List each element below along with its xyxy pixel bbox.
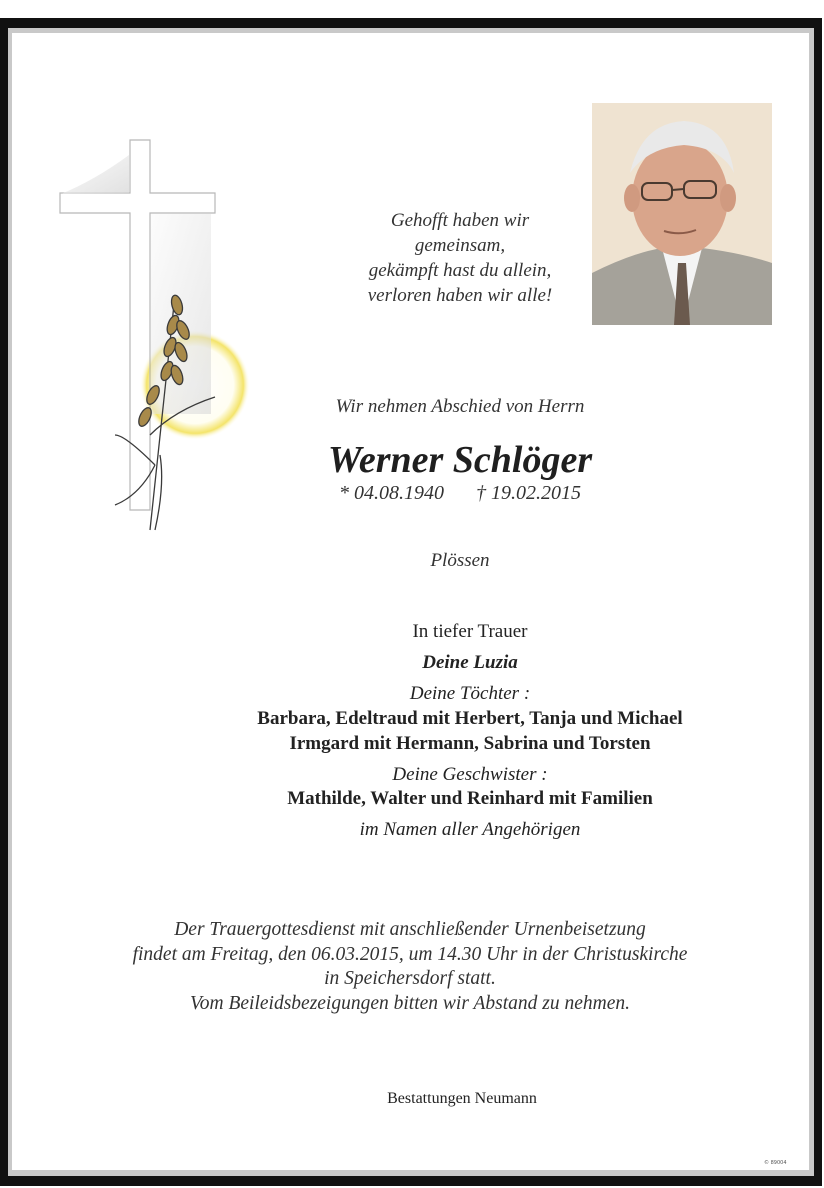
place-name: Plössen	[430, 550, 490, 571]
motto-line: gekämpft hast du allein,	[368, 260, 552, 281]
deceased-name: Werner Schlöger	[327, 439, 593, 481]
service-line: findet am Freitag, den 06.03.2015, um 14.30 Uhr in der Christuskirche	[132, 943, 688, 965]
daughters-heading: Deine Töchter :	[409, 683, 531, 704]
print-code: © 89004	[764, 1160, 787, 1166]
service-line: Vom Beileidsbezeigungen bitten wir Abstand zu nehmen.	[190, 992, 630, 1014]
daughters-line: Irmgard mit Hermann, Sabrina und Torsten	[289, 733, 651, 754]
mourning-heading: In tiefer Trauer	[412, 621, 528, 642]
mourner-wife: Deine Luzia	[422, 652, 518, 673]
birth-date: * 04.08.1940	[339, 482, 444, 504]
cross-with-wheat-icon	[55, 135, 255, 535]
service-notice	[60, 918, 760, 1016]
portrait-photo	[592, 103, 772, 325]
farewell-intro: Wir nehmen Abschied von Herrn	[335, 396, 585, 417]
funeral-home: Bestattungen Neumann	[387, 1090, 537, 1107]
life-dates	[250, 482, 670, 505]
siblings-heading: Deine Geschwister :	[392, 764, 548, 785]
motto-verse	[330, 208, 590, 308]
daughters-line: Barbara, Edeltraud mit Herbert, Tanja und Michael	[257, 708, 683, 729]
siblings-line: Mathilde, Walter und Reinhard mit Familien	[287, 788, 653, 809]
motto-line: gemeinsam,	[414, 235, 506, 256]
relatives-closing: im Namen aller Angehörigen	[359, 819, 581, 840]
motto-line: verloren haben wir alle!	[367, 285, 553, 306]
service-line: in Speichersdorf statt.	[324, 968, 496, 989]
service-line: Der Trauergottesdienst mit anschließender Urnenbeisetzung	[174, 919, 646, 940]
motto-line: Gehofft haben wir	[390, 210, 530, 231]
death-date: † 19.02.2015	[476, 482, 581, 504]
